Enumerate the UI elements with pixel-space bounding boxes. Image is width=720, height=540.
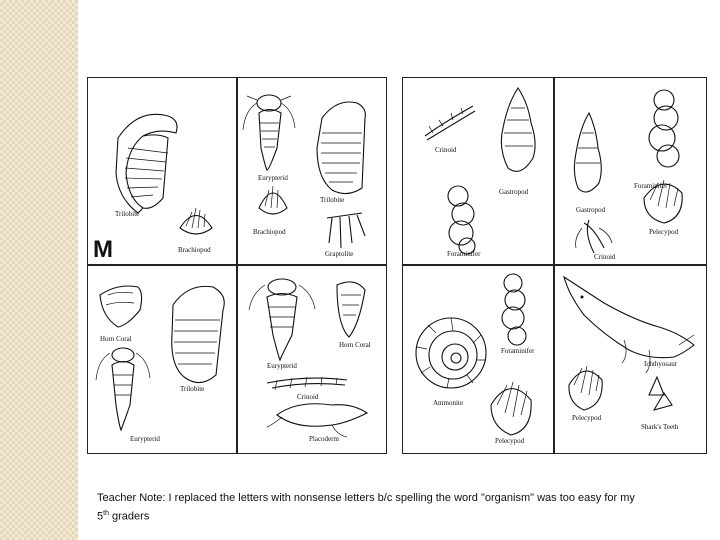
- label-eurypterid: Eurypterid: [258, 174, 288, 182]
- left-fossil-panel: [87, 77, 387, 454]
- label-pelecypod: Pelecypod: [649, 228, 679, 236]
- label-ammonite: Ammonite: [433, 399, 463, 407]
- label-gastropod: Gastropod: [499, 188, 529, 196]
- fossil-cell-right-bottom: [237, 265, 386, 453]
- big-letter: M: [93, 236, 113, 263]
- label-eurypterid-3: Eurypterid: [267, 362, 297, 370]
- ichthyosaur-pelecypod-sharkteeth-drawing: [554, 265, 706, 453]
- teacher-note-grade-number: 5: [97, 510, 104, 523]
- right-fossil-panel: [402, 77, 707, 454]
- fossil-cell-right-top: [237, 78, 386, 264]
- teacher-note-grade-rest: graders: [108, 510, 150, 523]
- label-trilobite: Trilobite: [115, 210, 140, 218]
- decorative-side-strip: [0, 0, 78, 540]
- horncoral-trilobite-eurypterid-drawing: [88, 265, 236, 453]
- crinoid-gastropod-foraminifer-drawing: [403, 78, 553, 264]
- fossil-cell-right-panel-right-bottom: [554, 265, 706, 453]
- label-trilobite-2: Trilobite: [320, 196, 345, 204]
- label-horn-coral: Horn Coral: [100, 335, 132, 343]
- foraminifer-gastropod-pelecypod-crinoid-drawing: [554, 78, 706, 264]
- fossil-cell-right-panel-right-top: [554, 78, 706, 264]
- eurypterid-horncoral-crinoid-placoderm-drawing: [237, 265, 386, 453]
- teacher-note-grade-suffix: th: [103, 510, 109, 517]
- label-crinoid: Crinoid: [297, 393, 319, 401]
- label-placoderm: Placoderm: [309, 435, 339, 443]
- label-foraminifer: Foraminifer: [447, 250, 481, 258]
- label-eurypterid-2: Eurypterid: [130, 435, 160, 443]
- label-pelecypod-3: Pelecypod: [572, 414, 602, 422]
- foraminifer-ammonite-pelecypod-drawing: [403, 265, 553, 453]
- label-crinoid-2: Crinoid: [435, 146, 457, 154]
- teacher-note-text: Teacher Note: I replaced the letters with nonsense letters b/c spelling the word "organism" was too easy for my: [97, 492, 635, 504]
- teacher-note: [97, 490, 697, 525]
- label-graptolite: Graptolite: [325, 250, 354, 258]
- fossil-cell-right-panel-left-top: [403, 78, 553, 264]
- label-brachiopod: Brachiopod: [178, 246, 211, 254]
- fossil-cell-right-panel-left-bottom: [403, 265, 553, 453]
- label-sharks-teeth: Shark's Teeth: [641, 423, 679, 431]
- label-gastropod-2: Gastropod: [576, 206, 606, 214]
- label-pelecypod-2: Pelecypod: [495, 437, 525, 445]
- label-foraminifer-2: Foraminifer: [634, 182, 668, 190]
- label-trilobite-3: Trilobite: [180, 385, 205, 393]
- eurypterid-trilobite-graptolite-drawing: [237, 78, 386, 264]
- label-foraminifer-3: Foraminifer: [501, 347, 535, 355]
- fossil-cell-left-bottom: [88, 265, 236, 453]
- label-crinoid-3: Crinoid: [594, 253, 616, 261]
- label-ichthyosaur: Ichthyosaur: [644, 360, 678, 368]
- label-brachiopod-2: Brachiopod: [253, 228, 286, 236]
- label-horn-coral-2: Horn Coral: [339, 341, 371, 349]
- fossil-cell-left-top: [88, 78, 236, 264]
